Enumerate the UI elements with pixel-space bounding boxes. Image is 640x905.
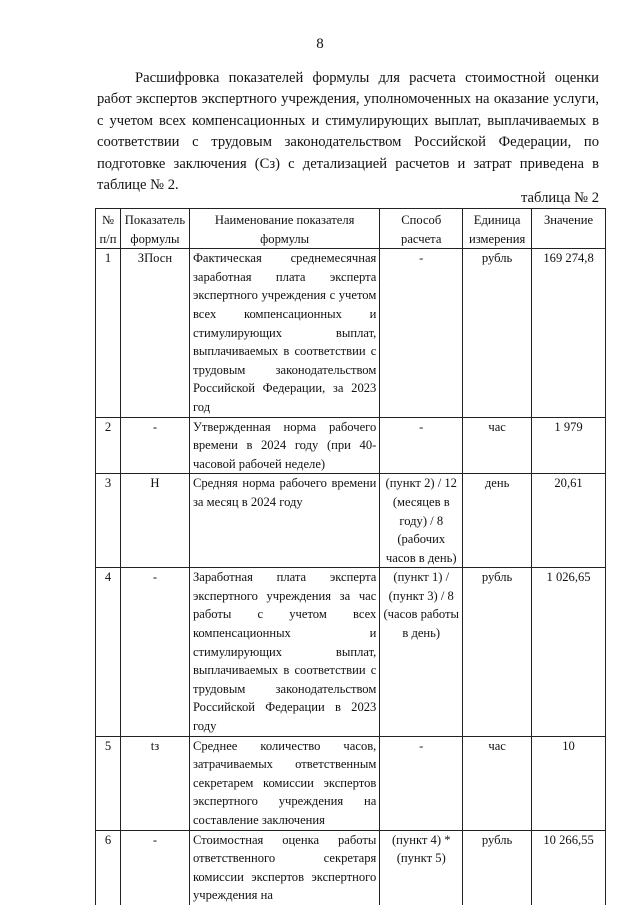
row-value: 20,61 [532, 474, 606, 568]
row-name: Заработная плата эксперта экспертного учреждения за час работы с учетом всех компенсационных и стимулирующих выплат, выплачиваемых в соответствии с трудовым законодательством Российской Федерации в 2023 году [189, 568, 379, 736]
header-num: № п/п [96, 209, 121, 249]
header-value: Значение [532, 209, 606, 249]
row-code: tз [120, 736, 189, 830]
header-code: Показатель формулы [120, 209, 189, 249]
table-row [96, 249, 606, 417]
table-row [96, 474, 606, 568]
row-unit: рубль [463, 830, 532, 905]
row-num: 6 [96, 830, 121, 905]
table-row [96, 417, 606, 474]
header-name: Наименование показателя формулы [189, 209, 379, 249]
row-method: - [380, 249, 463, 417]
row-value: 169 274,8 [532, 249, 606, 417]
row-name: Стоимостная оценка работы ответственного секретаря комиссии экспертов экспертного учреждения на [189, 830, 379, 905]
row-num: 1 [96, 249, 121, 417]
row-num: 4 [96, 568, 121, 736]
header-unit: Единица измерения [463, 209, 532, 249]
page-number: 8 [316, 36, 324, 52]
row-unit: час [463, 417, 532, 474]
row-unit: день [463, 474, 532, 568]
row-code: Н [120, 474, 189, 568]
row-code: - [120, 830, 189, 905]
row-name: Средняя норма рабочего времени за месяц в 2024 году [189, 474, 379, 568]
row-name: Фактическая среднемесячная заработная плата эксперта экспертного учреждения с учетом всех компенсационных и стимулирующих выплат, выплачиваемых в соответствии с трудовым законодательством Российской Федерации, за 2023 год [189, 249, 379, 417]
indicators-table [95, 208, 606, 905]
table-header-row [96, 209, 606, 249]
table-row [96, 830, 606, 905]
row-code: - [120, 417, 189, 474]
row-method: - [380, 736, 463, 830]
table-caption: таблица № 2 [521, 190, 599, 206]
row-method: (пункт 1) / (пункт 3) / 8 (часов работы в день) [380, 568, 463, 736]
row-unit: час [463, 736, 532, 830]
table-row [96, 736, 606, 830]
row-unit: рубль [463, 568, 532, 736]
row-name: Среднее количество часов, затрачиваемых ответственным секретарем комиссии экспертов экспертного учреждения на составление заключения [189, 736, 379, 830]
row-method: (пункт 4) * (пункт 5) [380, 830, 463, 905]
row-value: 1 979 [532, 417, 606, 474]
row-code: ЗПосн [120, 249, 189, 417]
table-row [96, 568, 606, 736]
row-value: 10 266,55 [532, 830, 606, 905]
row-num: 2 [96, 417, 121, 474]
row-name: Утвержденная норма рабочего времени в 2024 году (при 40-часовой рабочей неделе) [189, 417, 379, 474]
row-method: - [380, 417, 463, 474]
row-method: (пункт 2) / 12 (месяцев в году) / 8 (рабочих часов в день) [380, 474, 463, 568]
header-method: Способ расчета [380, 209, 463, 249]
intro-paragraph: Расшифровка показателей формулы для расчета стоимостной оценки работ экспертов экспертного учреждения, уполномоченных на оказание услуги, с учетом всех компенсационных и стимулирующих выплат, выплачиваемых в соответствии с трудовым законодательством Российской Федерации, по подготовке заключения (Сз) с детализацией расчетов и затрат приведена в таблице № 2. [97, 70, 599, 194]
row-num: 5 [96, 736, 121, 830]
row-value: 1 026,65 [532, 568, 606, 736]
row-code: - [120, 568, 189, 736]
row-num: 3 [96, 474, 121, 568]
row-value: 10 [532, 736, 606, 830]
row-unit: рубль [463, 249, 532, 417]
